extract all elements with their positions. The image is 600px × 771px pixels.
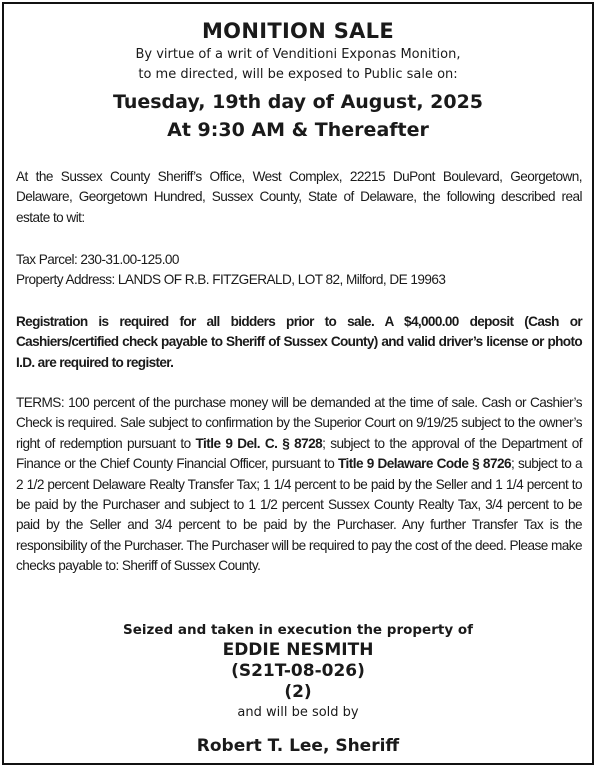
terms-text-3: ; subject to a 2 1/2 percent Delaware Realty Transfer Tax; 1 1/4 percent to be paid by the Seller and 1 1/4 percent to be paid by the Purchaser and subject to 1 1/2 percent Sussex County Realty Tax, 3/4 percent to be paid by the Seller and 3/4 percent to be paid by the Purchaser. Any further Transfer Tax is the responsibility of the Purchaser. The Purchaser will be required to pay the cost of the deed. Please make checks payable to: Sheriff of Sussex County.: [16, 456, 582, 574]
registration-requirements: Registration is required for all bidders prior to sale. A $4,000.00 deposit (Cash or Cashiers/certified check payable to Sheriff of Sussex County) and valid driver’s license or photo I.D. are required to register.: [16, 314, 582, 370]
terms-text-1: TERMS: 100 percent of the purchase money will be demanded at the time of sale. Cash or Cashier’s Check is required. Sale subject to confirmation by the Superior Court on 9/19/25 subject to the owner’s right of redemption pursuant to: [16, 395, 582, 451]
intro-line-2: to me directed, will be exposed to Public sale on:: [138, 67, 458, 82]
property-address: Property Address: LANDS OF R.B. FITZGERALD, LOT 82, Milford, DE 19963: [16, 272, 446, 288]
case-number: (S21T-08-026): [231, 661, 365, 681]
monition-sale-notice: [2, 2, 594, 765]
intro-line-1: By virtue of a writ of Venditioni Exponas Monition,: [135, 47, 461, 62]
sale-date: Tuesday, 19th day of August, 2025: [112, 91, 484, 113]
notice-title: MONITION SALE: [201, 19, 395, 43]
terms-statute-ref-1: Title 9 Del. C. § 8728: [195, 435, 323, 451]
terms-statute-ref-2: Title 9 Delaware Code § 8726: [338, 456, 511, 472]
sale-location-paragraph: At the Sussex County Sheriff’s Office, West Complex, 22215 DuPont Boulevard, Georgetown, Delaware, Georgetown Hundred, Sussex County, State of Delaware, the following described real estate to wit:: [16, 169, 582, 225]
sold-by-line: and will be sold by: [237, 705, 359, 720]
sale-time: At 9:30 AM & Thereafter: [167, 119, 429, 141]
tax-parcel: Tax Parcel: 230-31.00-125.00: [16, 252, 179, 267]
execution-footer: [4, 620, 592, 758]
property-details: [16, 250, 582, 291]
item-number: (2): [284, 682, 312, 702]
terms-paragraph: [16, 393, 582, 577]
sheriff-signature: Robert T. Lee, Sheriff: [196, 736, 400, 756]
defendant-name: EDDIE NESMITH: [222, 640, 374, 660]
terms-text-2: ; subject to the approval of the Department of Finance or the Chief County Financial Officer, pursuant to: [16, 435, 582, 472]
seized-line: Seized and taken in execution the property of: [123, 622, 473, 638]
